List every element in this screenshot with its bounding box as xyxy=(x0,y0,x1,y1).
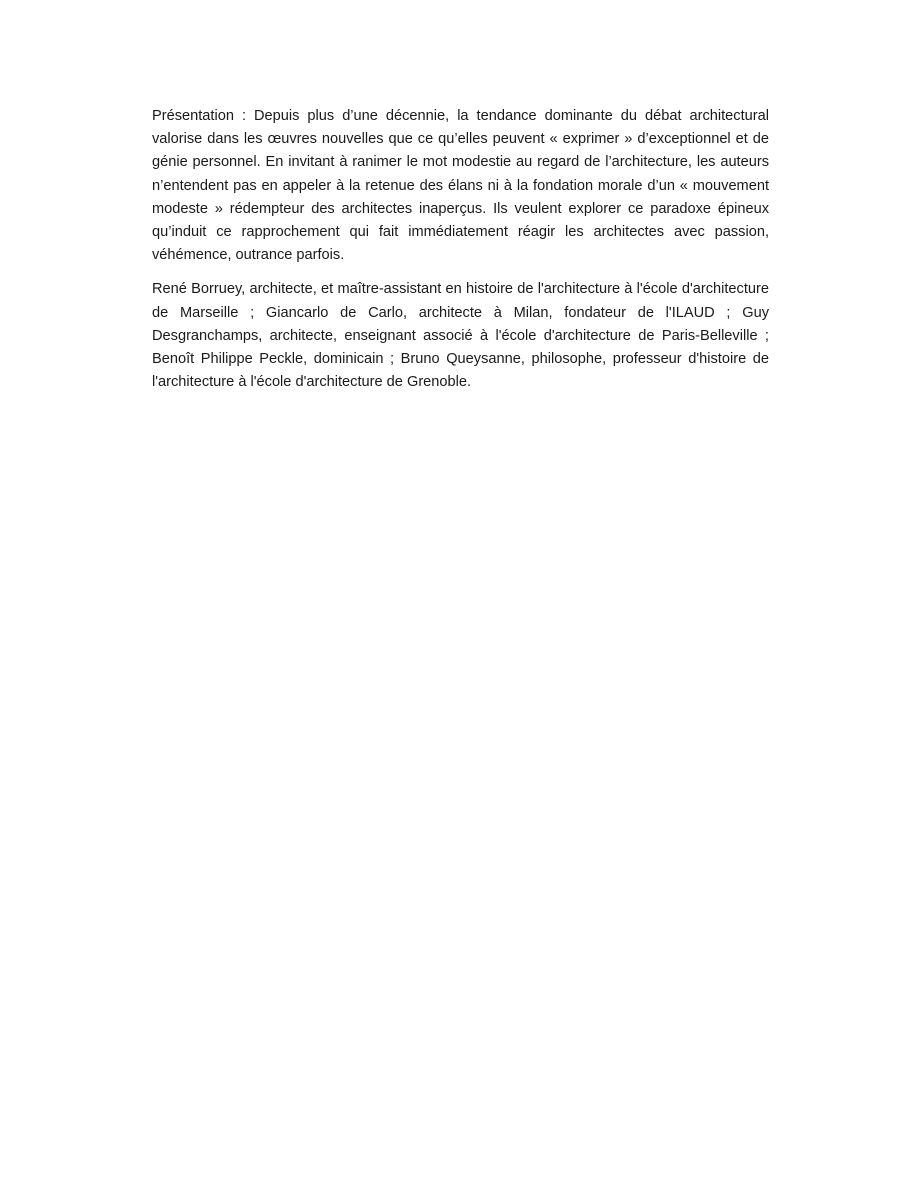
presentation-label: Présentation : xyxy=(152,108,246,124)
authors-paragraph: René Borruey, architecte, et maître-assistant en histoire de l'architecture à l'école d'architecture de Marseille ; Giancarlo de Carlo, architecte à Milan, fondateur de l'ILAUD ; Guy Desgranchamps, architecte, enseignant associé à l'école d'architecture de Paris-Belleville ; Benoît Philippe Peckle, dominicain ; Bruno Queysanne, philosophe, professeur d'histoire de l'architecture à l'école d'architecture de Grenoble. xyxy=(152,281,769,391)
presentation-paragraph xyxy=(152,105,769,267)
presentation-text: Depuis plus d’une décennie, la tendance dominante du débat architectural valorise dans les œuvres nouvelles que ce qu’elles peuvent « exprimer » d’exceptionnel et de génie personnel. En invitant à ranimer le mot modestie au regard de l’architecture, les auteurs n’entendent pas en appeler à la retenue des élans ni à la fondation morale d’un « mouvement modeste » rédempteur des architectes inaperçus. Ils veulent explorer ce paradoxe épineux qu’induit ce rapprochement qui fait immédiatement réagir les architectes avec passion, véhémence, outrance parfois. xyxy=(152,108,769,264)
document-page xyxy=(152,105,769,405)
